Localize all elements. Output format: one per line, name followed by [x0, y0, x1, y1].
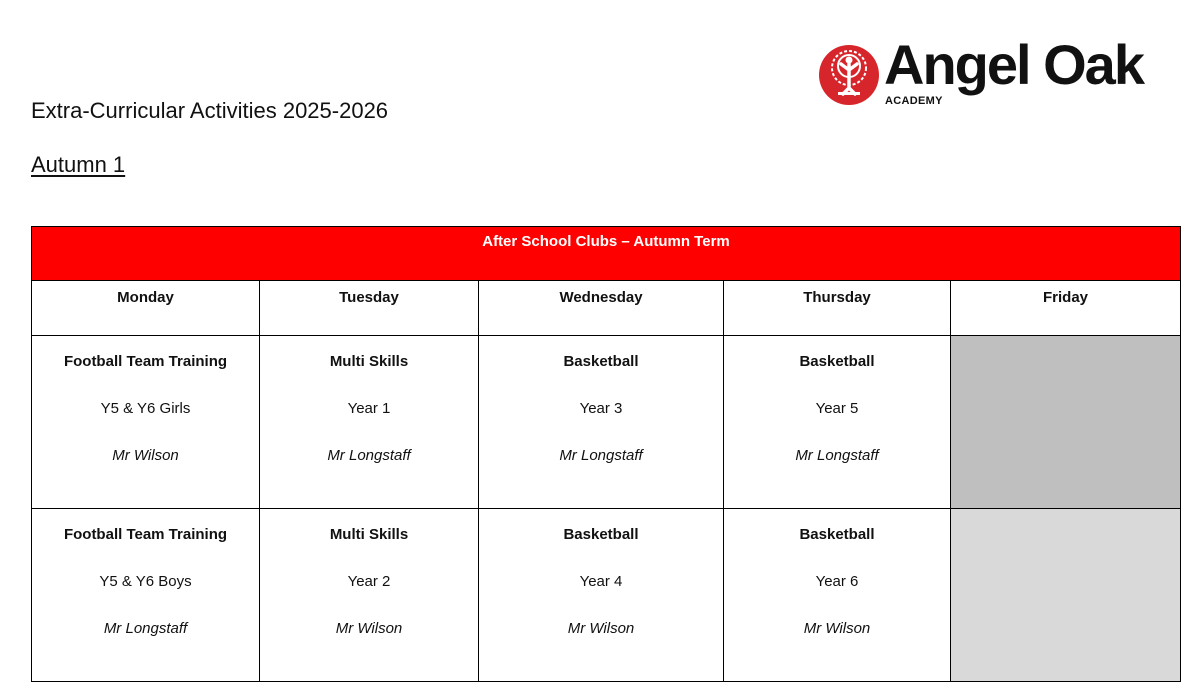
tree-circle-icon [818, 44, 880, 106]
term-heading: Autumn 1 [31, 152, 126, 177]
club-teacher: Mr Wilson [112, 447, 179, 464]
club-activity: Basketball [563, 526, 639, 543]
friday-empty-cell [951, 336, 1181, 509]
club-cell [32, 509, 260, 682]
day-header-wednesday: Wednesday [479, 281, 724, 336]
club-teacher: Mr Wilson [335, 620, 403, 637]
school-logo [818, 33, 1168, 112]
document-title: Extra-Curricular Activities 2025-2026 [31, 98, 389, 123]
club-group: Y5 & Y6 Girls [100, 400, 191, 417]
day-header-row [32, 281, 1181, 336]
club-cell [479, 336, 724, 509]
club-activity: Multi Skills [329, 353, 409, 370]
club-cell [479, 509, 724, 682]
day-header-monday: Monday [32, 281, 260, 336]
club-group: Year 3 [579, 400, 623, 417]
club-teacher: Mr Longstaff [327, 447, 411, 464]
friday-empty-cell [951, 509, 1181, 682]
logo-subtitle: ACADEMY [885, 95, 943, 107]
logo-name: Angel Oak [884, 33, 1143, 96]
club-activity: Basketball [799, 526, 875, 543]
table-row [32, 509, 1181, 682]
club-group: Year 4 [579, 573, 623, 590]
club-activity: Football Team Training [63, 353, 228, 370]
club-teacher: Mr Wilson [567, 620, 635, 637]
club-group: Year 5 [815, 400, 859, 417]
club-teacher: Mr Longstaff [795, 447, 879, 464]
club-cell [32, 336, 260, 509]
club-group: Year 6 [815, 573, 859, 590]
club-cell [260, 509, 479, 682]
club-activity: Basketball [799, 353, 875, 370]
clubs-table [31, 226, 1181, 682]
table-banner: After School Clubs – Autumn Term [32, 227, 1181, 281]
table-row [32, 336, 1181, 509]
club-activity: Football Team Training [63, 526, 228, 543]
club-activity: Basketball [563, 353, 639, 370]
club-cell [724, 509, 951, 682]
day-header-tuesday: Tuesday [260, 281, 479, 336]
club-teacher: Mr Longstaff [559, 447, 643, 464]
club-teacher: Mr Wilson [803, 620, 871, 637]
club-group: Year 1 [347, 400, 391, 417]
club-teacher: Mr Longstaff [103, 620, 188, 637]
club-cell [724, 336, 951, 509]
club-cell [260, 336, 479, 509]
club-group: Year 2 [347, 573, 391, 590]
day-header-thursday: Thursday [724, 281, 951, 336]
club-activity: Multi Skills [329, 526, 409, 543]
day-header-friday: Friday [951, 281, 1181, 336]
club-group: Y5 & Y6 Boys [99, 573, 192, 590]
